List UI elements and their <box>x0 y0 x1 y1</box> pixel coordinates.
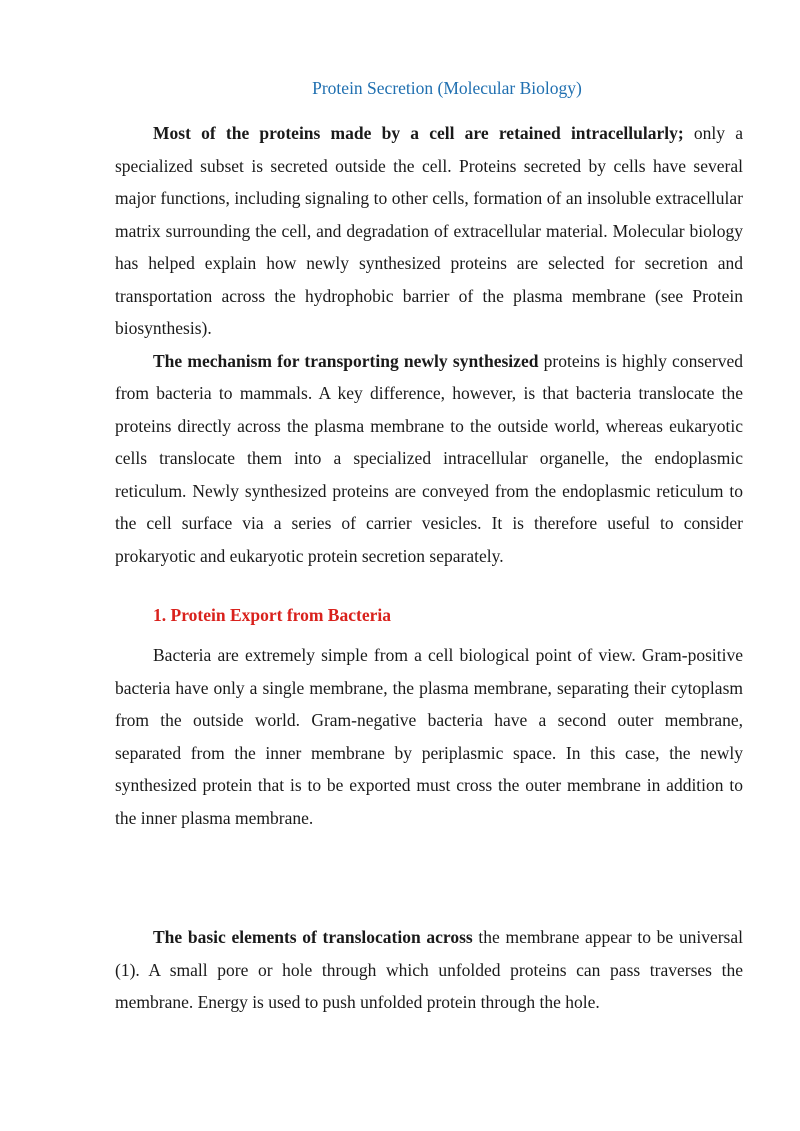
document-page <box>115 74 743 1019</box>
paragraph-bacteria-text: Bacteria are extremely simple from a cell biological point of view. Gram-positive bacteria have only a single membrane, the plasma membrane, separating their cytoplasm from the outside world. Gram-negative bacteria have a second outer membrane, separated from the inner membrane by periplasmic space. In this case, the newly synthesized protein that is to be exported must cross the outer membrane in addition to the inner plasma membrane. <box>115 645 743 828</box>
spacer <box>115 834 743 921</box>
paragraph-translocation-text: the membrane appear to be universal (1). A small pore or hole through which unfolded proteins can pass traverses the membrane. Energy is used to push unfolded protein through the hole. <box>115 927 743 1012</box>
paragraph-intro-bold-lead: Most of the proteins made by a cell are retained intracellularly; <box>153 123 684 143</box>
paragraph-mechanism-text: proteins is highly conserved from bacteria to mammals. A key difference, however, is that bacteria translocate the proteins directly across the plasma membrane to the outside world, whereas eukaryotic cells translocate them into a specialized intracellular organelle, the endoplasmic reticulum. Newly synthesized proteins are conveyed from the endoplasmic reticulum to the cell surface via a series of carrier vesicles. It is therefore useful to consider prokaryotic and eukaryotic protein secretion separately. <box>115 350 744 566</box>
paragraph-mechanism-bold-lead: The mechanism for transporting newly synthesized <box>153 350 539 371</box>
paragraph-translocation-bold-lead: The basic elements of translocation across <box>153 927 473 947</box>
spacer <box>115 629 743 639</box>
paragraph-intro-text: only a specialized subset is secreted outside the cell. Proteins secreted by cells have several major functions, including signaling to other cells, formation of an insoluble extracellular matrix surrounding the cell, and degradation of extracellular material. Molecular biology has helped explain how newly synthesized proteins are selected for secretion and transportation across the hydrophobic barrier of the plasma membrane (see Protein biosynthesis). <box>115 123 743 338</box>
section-heading-protein-export: 1. Protein Export from Bacteria <box>153 605 391 625</box>
spacer <box>115 572 743 601</box>
paragraph-mechanism <box>115 345 743 573</box>
document-title: Protein Secretion (Molecular Biology) <box>312 78 582 98</box>
paragraph-bacteria <box>115 639 743 834</box>
paragraph-intro <box>115 117 743 345</box>
paragraph-translocation <box>115 921 743 1019</box>
